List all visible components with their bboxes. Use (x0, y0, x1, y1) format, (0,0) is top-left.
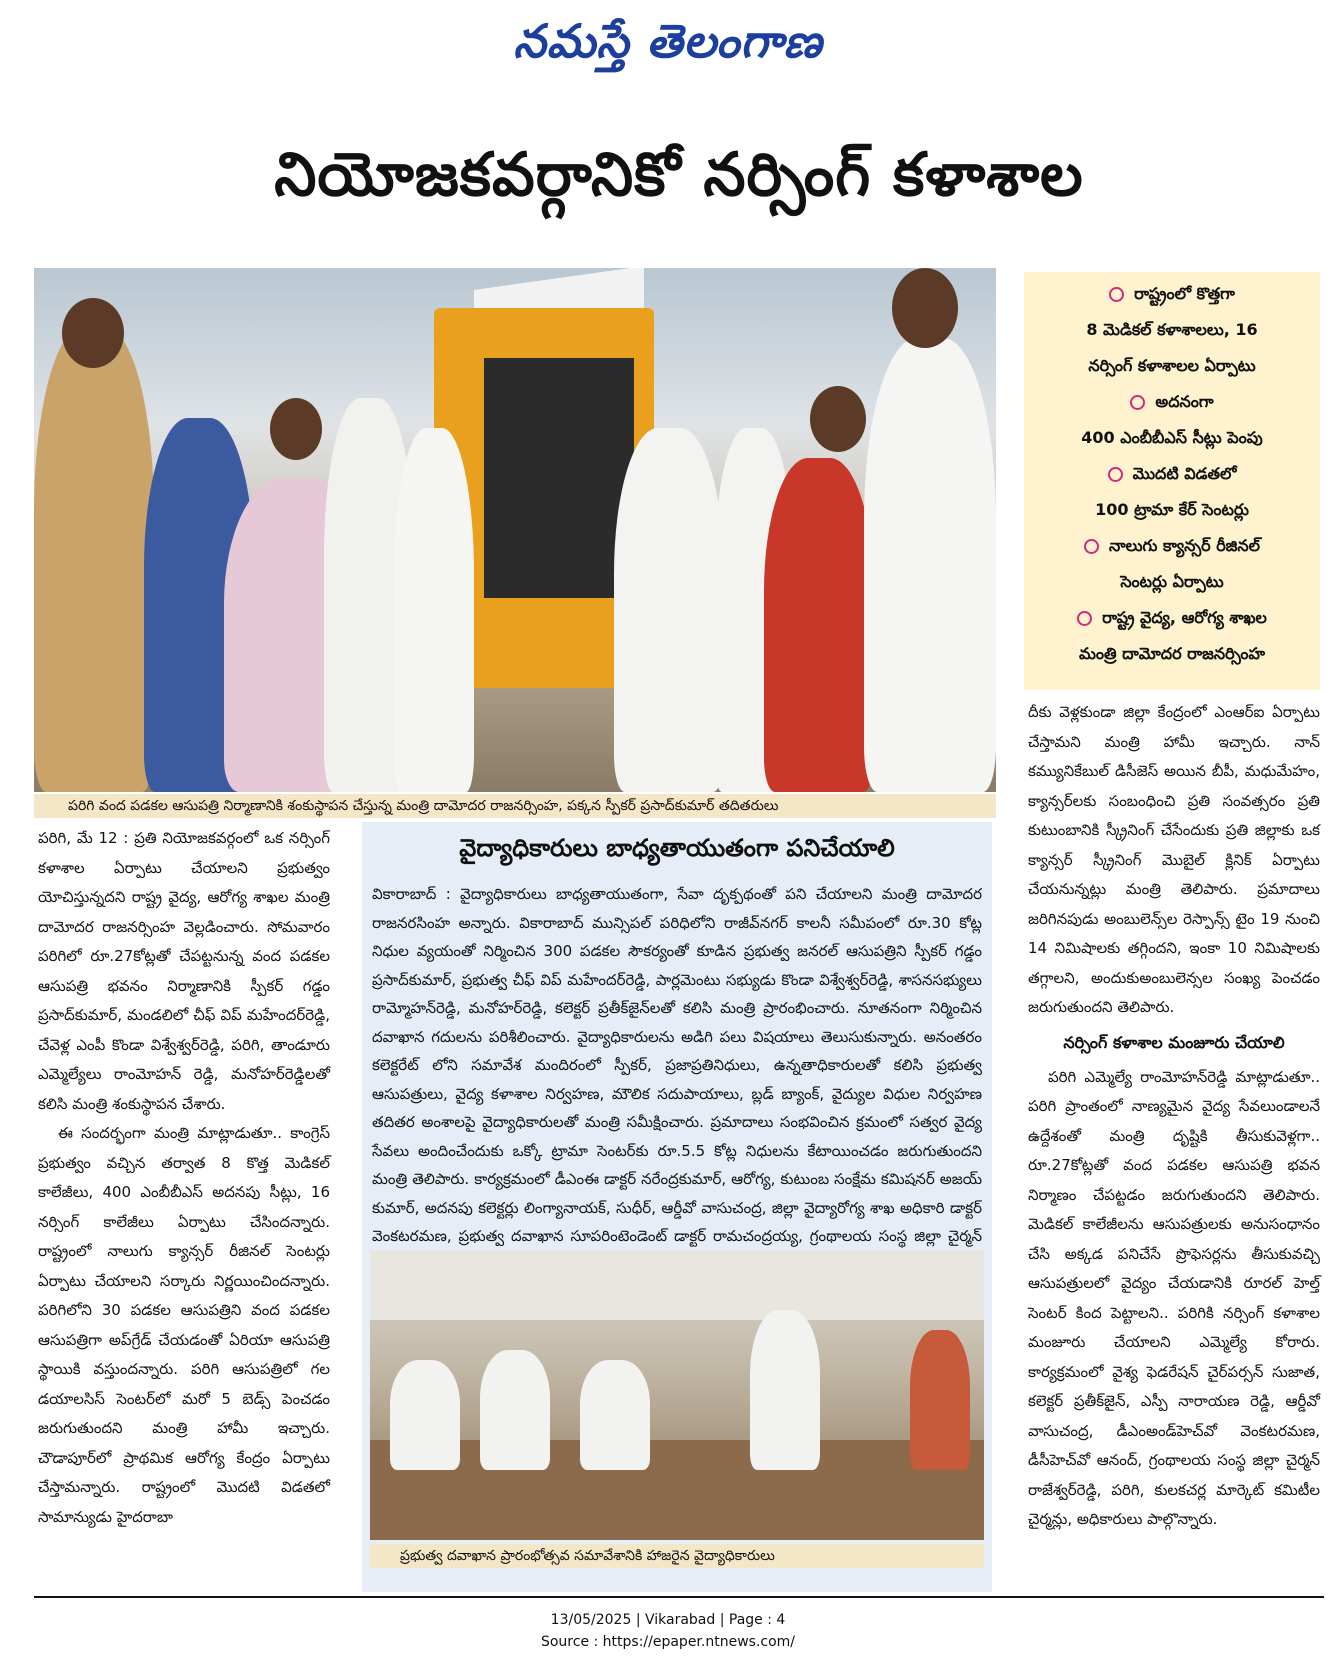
sub-article-text: వికారాబాద్ : వైద్యాధికారులు బాధ్యతాయుతంగా, సేవా దృక్పథంతో పని చేయాలని మంత్రి దామోదర రాజనరసింహ అన్నారు. వికారాబాద్ మున్సిపల్ పరిధిలోని రాజీవ్‌నగర్ కాలనీ సమీపంలో రూ.30 కోట్ల నిధుల వ్యయంతో నిర్మించిన 300 పడకల సౌకర్యంతో కూడిన ప్రభుత్వ జనరల్ ఆసుపత్రిని స్పీకర్ గడ్డం ప్రసాద్‌కుమార్, ప్రభుత్వ చీఫ్ విప్ మహేందర్‌రెడ్డి, పార్లమెంటు సభ్యుడు కొండా విశ్వేశ్వర్‌రెడ్డి, శాసనసభ్యులు రామ్మోహన్‌రెడ్డి, మనోహర్‌రెడ్డి, కలెక్టర్ ప్రతీక్‌జైన్‌లతో కలిసి మంత్రి ప్రారంభించారు. నూతనంగా నిర్మించిన దవాఖాన గదులను పరిశీలించారు. వైద్యాధికారులను అడిగి పలు విషయాలు తెలుసుకున్నారు. అనంతరం కలెక్టరేట్ లోని సమావేశ మందిరంలో స్పీకర్, ప్రజాప్రతినిధులు, ఉన్నతాధికారులతో కలిసి ప్రభుత్వ ఆసుపత్రులు, వైద్య కళాశాల నిర్వహణ, మౌలిక సదుపాయాలు, బ్లడ్ బ్యాంక్, వైద్యుల విధుల నిర్వహణ తదితర అంశాలపై వైద్యాధికారులతో మంత్రి సమీక్షించారు. ప్రమాదాలు సంభవించిన క్రమంలో సత్వర వైద్య సేవలు అందించేందుకు ఒక్కో ట్రామా సెంటర్‌కు రూ.5.5 కోట్ల నిధులను కేటాయించడం జరుగుతుందని మంత్రి తెలిపారు. కార్యక్రమంలో డీఎంఈ డాక్టర్ నరేంద్రకుమార్, ఆరోగ్య, కుటుంబ సంక్షేమ కమిషనర్ అజయ్ కుమార్, అదనపు కలెక్టర్లు లింగ్యానాయక్, సుధీర్, ఆర్డీవో వాసుచంద్ర, జిల్లా వైద్యారోగ్య శాఖ అధికారి డాక్టర్ వెంకటరమణ, ప్రభుత్వ దవాఖాన సూపరింటెండెంట్ డాక్టర్ రామచంద్రయ్య, గ్రంథాలయ సంస్థ జిల్లా చైర్మన్ (372, 885, 982, 1245)
article-paragraph: పరిగి, మే 12 : ప్రతి నియోజకవర్గంలో ఒక నర్సింగ్ కళాశాల ఏర్పాటు చేయాలని ప్రభుత్వం యోచిస్తున్నదని రాష్ట్ర వైద్య, ఆరోగ్య శాఖల మంత్రి దామోదర రాజనర్సింహ వెల్లడించారు. సోమవారం పరిగిలో రూ.27కోట్లతో చేపట్టనున్న వంద పడకల ఆసుపత్రి భవనం నిర్మాణానికి స్పీకర్ గడ్డం ప్రసాద్‌కుమార్, మండలిలో చీఫ్ విప్ మహేందర్‌రెడ్డి, చేవెళ్ల ఎంపీ కొండా విశ్వేశ్వర్‌రెడ్డి, పరిగి, తాండూరు ఎమ్మెల్యేలు రాంమోహన్ రెడ్డి, మనోహర్‌రెడ్డిలతో కలిసి మంత్రి శంకుస్థాపన చేశారు. (38, 829, 330, 1113)
main-headline: నియోజకవర్గానికో నర్సింగ్ కళాశాల (274, 140, 1084, 210)
highlight-item: రాష్ట్రంలో కొత్తగా 8 మెడికల్ కళాశాలలు, 16 నర్సింగ్ కళాశాలల ఏర్పాటు (1086, 284, 1258, 375)
article-paragraph: ఈ సందర్భంగా మంత్రి మాట్లాడుతూ.. కాంగ్రెస్ ప్రభుత్వం వచ్చిన తర్వాత 8 కొత్త మెడికల్ కాలేజీలు, 400 ఎంబీబీఎస్ అదనపు సీట్లు, 16 నర్సింగ్ కాలేజీలు ఏర్పాటు చేసిందన్నారు. రాష్ట్రంలో నాలుగు క్యాన్సర్ రీజినల్ సెంటర్లు ఏర్పాటు చేయాలని సర్కారు నిర్ణయించిందన్నారు. పరిగిలోని 30 పడకల ఆసుపత్రిని వంద పడకల ఆసుపత్రిగా అప్‌గ్రేడ్ చేయడంతో ఏరియా ఆసుపత్రి స్థాయికి వస్తుందన్నారు. పరిగి ఆసుపత్రిలో గల డయాలసిస్ సెంటర్‌లో మరో 5 బెడ్స్ పెంచడం జరుగుతుందని మంత్రి హామీ ఇచ్చారు. చౌడాపూర్‌లో ప్రాథమిక ఆరోగ్య కేంద్రం ఏర్పాటు చేస్తామన్నారు. రాష్ట్రంలో మొదటి విడతలో సామాన్యుడు హైదరాబా (38, 1124, 330, 1526)
highlight-item: రాష్ట్ర వైద్య, ఆరోగ్య శాఖల మంత్రి దామోదర రాజనర్సింహ (1078, 608, 1267, 663)
highlight-item: నాలుగు క్యాన్సర్ రీజినల్ సెంటర్లు ఏర్పాటు (1030, 528, 1314, 600)
highlight-item: అదనంగా 400 ఎంబీబీఎస్ సీట్లు పెంపు (1081, 392, 1263, 447)
bullet-icon (1109, 287, 1124, 302)
sub-article-headline: వైద్యాధికారులు బాధ్యతాయుతంగా పనిచేయాలి (459, 834, 895, 862)
footer-divider (34, 1596, 1324, 1598)
meeting-photo (370, 1250, 984, 1540)
article-paragraph: పరిగి ఎమ్మెల్యే రాంమోహన్‌రెడ్డి మాట్లాడుతూ.. పరిగి ప్రాంతంలో నాణ్యమైన వైద్య సేవలుండాలనే ఉద్దేశంతో మంత్రి దృష్టికి తీసుకువెళ్లగా.. రూ.27కోట్లతో వంద పడకల ఆసుపత్రి భవన నిర్మాణం చేపట్టడం జరుగుతుందని తెలిపారు. మెడికల్ కాలేజీలను ఆసుపత్రులకు అనుసంధానం చేసి అక్కడ పనిచేసే ప్రొఫెసర్లను తీసుకువచ్చి ఆసుపత్రులలో వైద్యం చేయడానికి రూరల్ హెల్త్ సెంటర్ కింద పెట్టాలని.. పరిగికి నర్సింగ్ కళాశాల మంజూరు చేయాలని ఎమ్మెల్యే కోరారు. కార్యక్రమంలో వైశ్య ఫెడరేషన్ చైర్‌పర్సన్ సుజాత, కలెక్టర్ ప్రతీక్‌జైన్, ఎస్పీ నారాయణ రెడ్డి, ఆర్డీవో వాసుచంద్ర, డీఎంఅండ్‌హెచ్‌వో వెంకటరమణ, డీసీహెచ్‌వో ఆనంద్, గ్రంథాలయ సంస్థ జిల్లా చైర్మన్ రాజేశ్వర్‌రెడ్డి, పరిగి, కులకచర్ల మార్కెట్ కమిటీల చైర్మన్లు, అధికారులు పాల్గొన్నారు. (1028, 1067, 1320, 1528)
masthead-logo: నమస్తే తెలంగాణ (513, 14, 823, 68)
article-paragraph: దీకు వెళ్లకుండా జిల్లా కేంద్రంలో ఎంఆర్ఐ ఏర్పాటు చేస్తామని మంత్రి హామీ ఇచ్చారు. నాన్ కమ్యునికేబుల్ డిసీజెస్ అయిన బీపీ, మధుమేహం, క్యాన్సర్‌లకు సంబంధించి ప్రతి సంవత్సరం ప్రతి కుటుంబానికి స్క్రీనింగ్ చేసేందుకు ప్రతి జిల్లాకు ఒక క్యాన్సర్ స్క్రీనింగ్ మొబైల్ క్లినిక్ ఏర్పాటు చేయనున్నట్లు మంత్రి తెలిపారు. ప్రమాదాలు జరిగినపుడు అంబులెన్స్‌ల రెస్పాన్స్ టైం 19 నుంచి 14 నిమిషాలకు తగ్గిందని, ఇంకా 10 నిమిషాలకు తగ్గాలని, అందుకుఅంబులెన్సల సంఖ్య పెంచడం జరుగుతుందని తెలిపారు. (1028, 703, 1320, 1016)
source-link[interactable]: Source : https://epaper.ntnews.com/ (540, 1634, 796, 1650)
meeting-photo-caption: ప్రభుత్వ దవాఖాన ప్రారంభోత్సవ సమావేశానికి హాజరైన వైద్యాధికారులు (370, 1544, 984, 1568)
bullet-icon (1108, 467, 1123, 482)
highlight-item: మొదటి విడతలో 100 ట్రామా కేర్ సెంటర్లు (1095, 464, 1249, 519)
section-subheading: నర్సింగ్ కళాశాల మంజూరు చేయాలి (1063, 1032, 1285, 1052)
foundation-stone-photo (34, 268, 996, 792)
bullet-icon (1130, 395, 1145, 410)
sub-article-box (362, 822, 992, 1592)
page-info: 13/05/2025 | Vikarabad | Page : 4 (550, 1612, 786, 1628)
highlights-box (1024, 272, 1320, 690)
article-column-left (38, 824, 330, 1532)
bullet-icon (1077, 611, 1092, 626)
article-column-right (1028, 698, 1320, 1535)
bullet-icon (1084, 539, 1099, 554)
photo-caption: పరిగి వంద పడకల ఆసుపత్రి నిర్మాణానికి శంకుస్థాపన చేస్తున్న మంత్రి దామోదర రాజనర్సింహ, పక్కన స్పీకర్ ప్రసాద్‌కుమార్ తదితరులు (34, 794, 996, 818)
